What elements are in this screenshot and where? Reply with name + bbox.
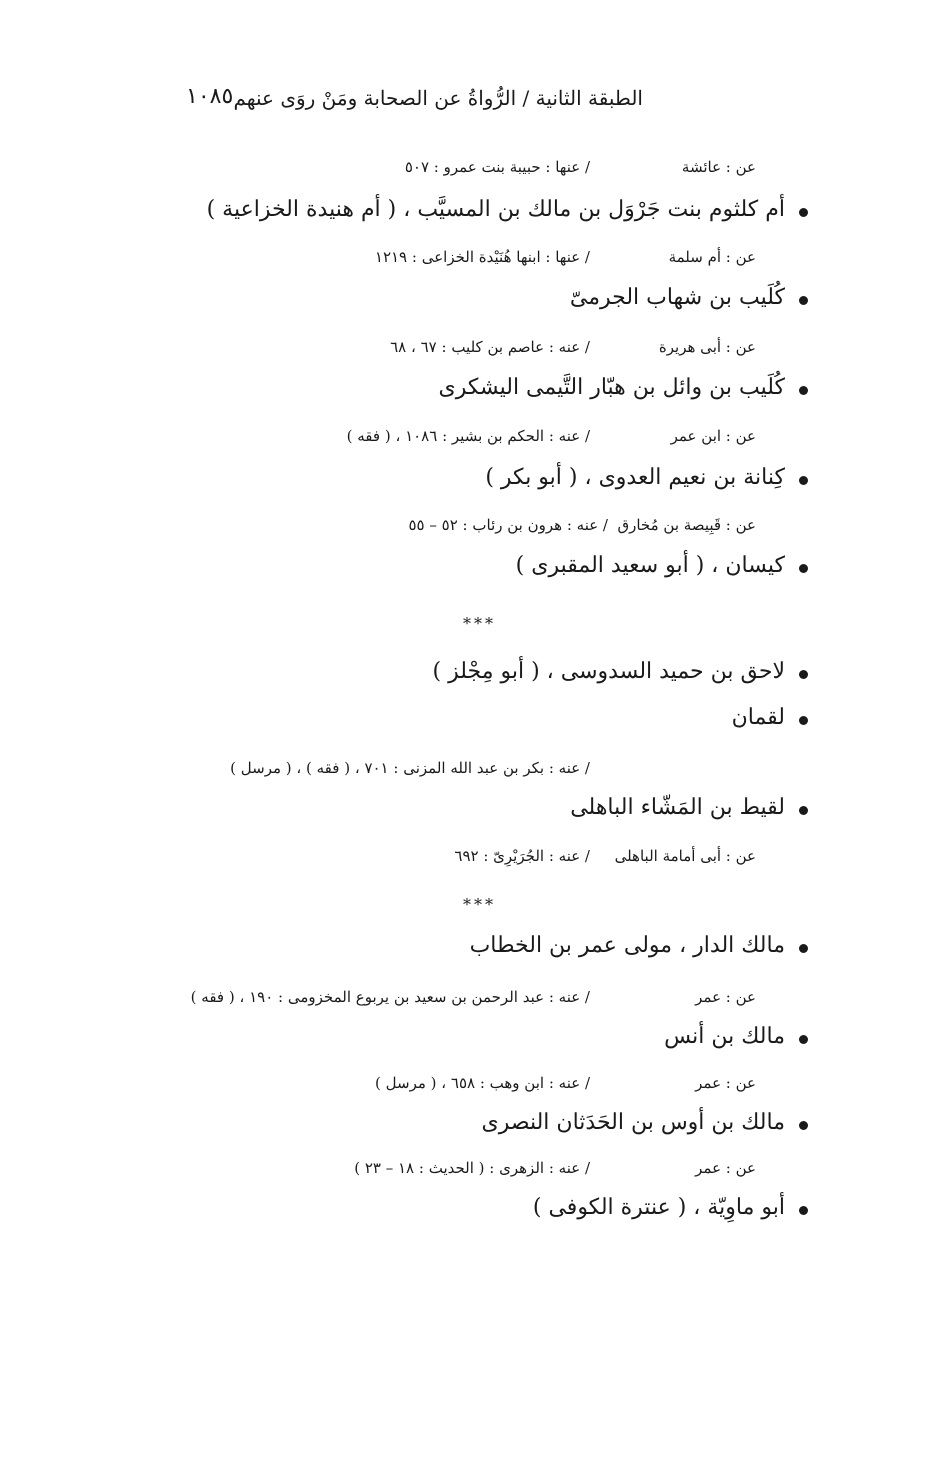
narrator-entry-name: لقمان [731,705,785,730]
narrated-from: عن : أبى هريرة [658,338,756,356]
section-separator: *** [463,895,496,914]
narrator-entry-name: مالك بن أنس [664,1024,785,1049]
narrated-by: / عنها : حبيبة بنت عمرو : ٥٠٧ [404,158,590,176]
bullet-icon [799,944,808,953]
narrated-from: عن : عمر [695,1159,756,1177]
narrated-from: عن : أبى أمامة الباهلى [614,847,756,865]
narrator-entry-name: كُلَيب بن وائل بن هبّار التَّيمى اليشكرى [438,375,785,400]
narrated-from: عن : قَبِيصة بن مُخارق [617,516,756,534]
narrated-from: عن : ابن عمر [670,427,756,445]
bullet-icon [799,716,808,725]
narrated-by: / عنه : الجُرَيْرِىّ : ٦٩٢ [454,847,590,865]
narrator-entry-name: لقيط بن المَشّاء الباهلى [570,795,785,820]
narrated-from: عن : عمر [695,988,756,1006]
bullet-icon [799,1035,808,1044]
narrated-by: / عنه : هرون بن رئاب : ٥٢ – ٥٥ [408,516,608,534]
narrated-by: / عنه : عاصم بن كليب : ٦٧ ، ٦٨ [390,338,590,356]
narrated-by: / عنه : ابن وهب : ٦٥٨ ، ( مرسل ) [375,1074,590,1092]
narrated-by: / عنه : الحكم بن بشير : ١٠٨٦ ، ( فقه ) [346,427,590,445]
narrator-entry-name: كُلَيب بن شهاب الجرمىّ [569,285,785,310]
narrated-by: / عنها : ابنها هُنَيْدة الخزاعى : ١٢١٩ [374,248,590,266]
section-separator: *** [463,614,496,633]
bullet-icon [799,208,808,217]
bullet-icon [799,806,808,815]
bullet-icon [799,564,808,573]
narrator-entry-name: مالك الدار ، مولى عمر بن الخطاب [469,933,785,958]
narrated-by: / عنه : عبد الرحمن بن سعيد بن يربوع المخزومى : ١٩٠ ، ( فقه ) [190,988,590,1006]
bullet-icon [799,670,808,679]
page-number: ١٠٨٥ [186,84,234,109]
running-header-title: الطبقة الثانية / الرُّواةُ عن الصحابة ومَنْ روَى عنهم [233,86,643,110]
narrator-entry-name: كِنانة بن نعيم العدوى ، ( أبو بكر ) [485,465,785,490]
bullet-icon [799,1206,808,1215]
bullet-icon [799,386,808,395]
narrated-by: / عنه : الزهرى : ( الحديث : ١٨ – ٢٣ ) [354,1159,590,1177]
narrator-entry-name: مالك بن أوس بن الحَدَثان النصرى [481,1110,785,1135]
bullet-icon [799,476,808,485]
narrator-entry-name: كيسان ، ( أبو سعيد المقبرى ) [515,553,785,578]
narrated-by: / عنه : بكر بن عبد الله المزنى : ٧٠١ ، ( فقه ) ، ( مرسل ) [230,759,590,777]
narrator-entry-name: أم كلثوم بنت جَرْوَل بن مالك بن المسيَّب ، ( أم هنيدة الخزاعية ) [206,197,785,222]
bullet-icon [799,1121,808,1130]
narrator-entry-name: لاحق بن حميد السدوسى ، ( أبو مِجْلز ) [432,659,785,684]
narrator-entry-name: أبو ماوِيّة ، ( عنترة الكوفى ) [532,1195,785,1220]
bullet-icon [799,296,808,305]
narrated-from: عن : أم سلمة [668,248,756,266]
narrated-from: عن : عمر [695,1074,756,1092]
narrated-from: عن : عائشة [681,158,756,176]
